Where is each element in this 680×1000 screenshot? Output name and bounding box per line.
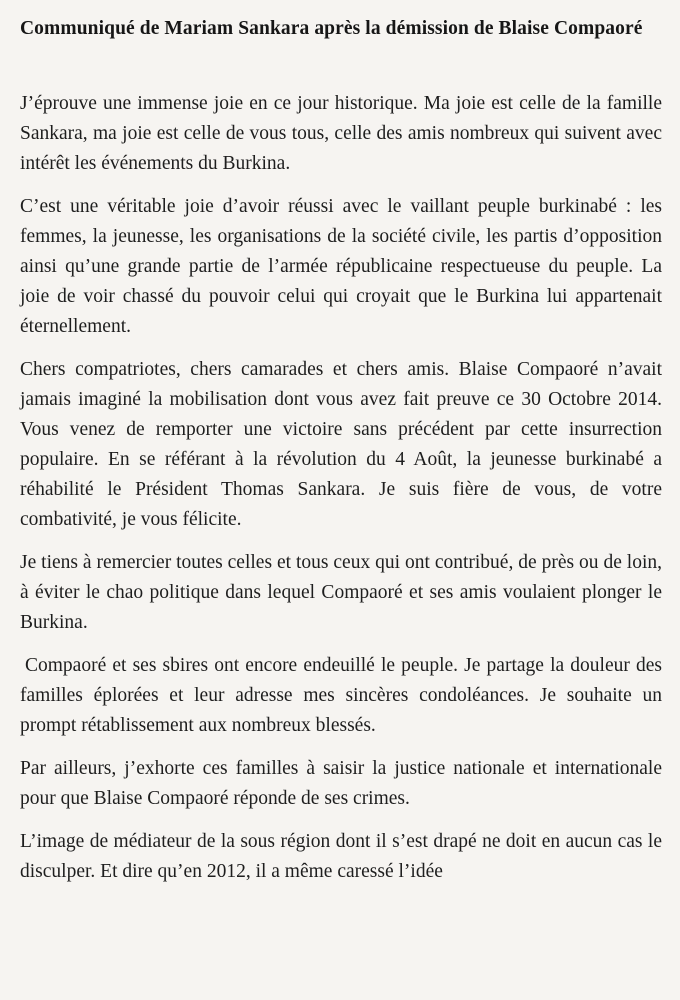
paragraph-5: Compaoré et ses sbires ont encore endeuillé le peuple. Je partage la douleur des familles éplorées et leur adresse mes sincères condoléances. Je souhaite un prompt rétablissement aux nombreux blessés. xyxy=(20,655,662,736)
paragraph-3: Chers compatriotes, chers camarades et chers amis. Blaise Compaoré n’avait jamais imaginé la mobilisation dont vous avez fait preuve ce 30 Octobre 2014. Vous venez de remporter une victoire sans précédent par cette insurrection populaire. En se référant à la révolution du 4 Août, la jeunesse burkinabé a réhabilité le Président Thomas Sankara. Je suis fière de vous, de votre combativité, je vous félicite. xyxy=(20,359,662,530)
paragraph-4: Je tiens à remercier toutes celles et tous ceux qui ont contribué, de près ou de loin, à éviter le chao politique dans lequel Compaoré et ses amis voulaient plonger le Burkina. xyxy=(20,552,662,633)
paragraph-1: J’éprouve une immense joie en ce jour historique. Ma joie est celle de la famille Sankara, ma joie est celle de vous tous, celle des amis nombreux qui suivent avec intérêt les événements du Burkina. xyxy=(20,93,662,174)
paragraph-7: L’image de médiateur de la sous région dont il s’est drapé ne doit en aucun cas le disculper. Et dire qu’en 2012, il a même caressé l’idée xyxy=(20,831,662,882)
paragraph-2: C’est une véritable joie d’avoir réussi avec le vaillant peuple burkinabé : les femmes, la jeunesse, les organisations de la société civile, les partis d’opposition ainsi qu’une grande partie de l’armée républicaine respectueuse du peuple. La joie de voir chassé du pouvoir celui qui croyait que le Burkina lui appartenait éternellement. xyxy=(20,196,662,337)
document-body xyxy=(20,89,662,887)
paragraph-6: Par ailleurs, j’exhorte ces familles à saisir la justice nationale et internationale pour que Blaise Compaoré réponde de ses crimes. xyxy=(20,758,662,809)
document-title: Communiqué de Mariam Sankara après la démission de Blaise Compaoré xyxy=(20,18,643,39)
